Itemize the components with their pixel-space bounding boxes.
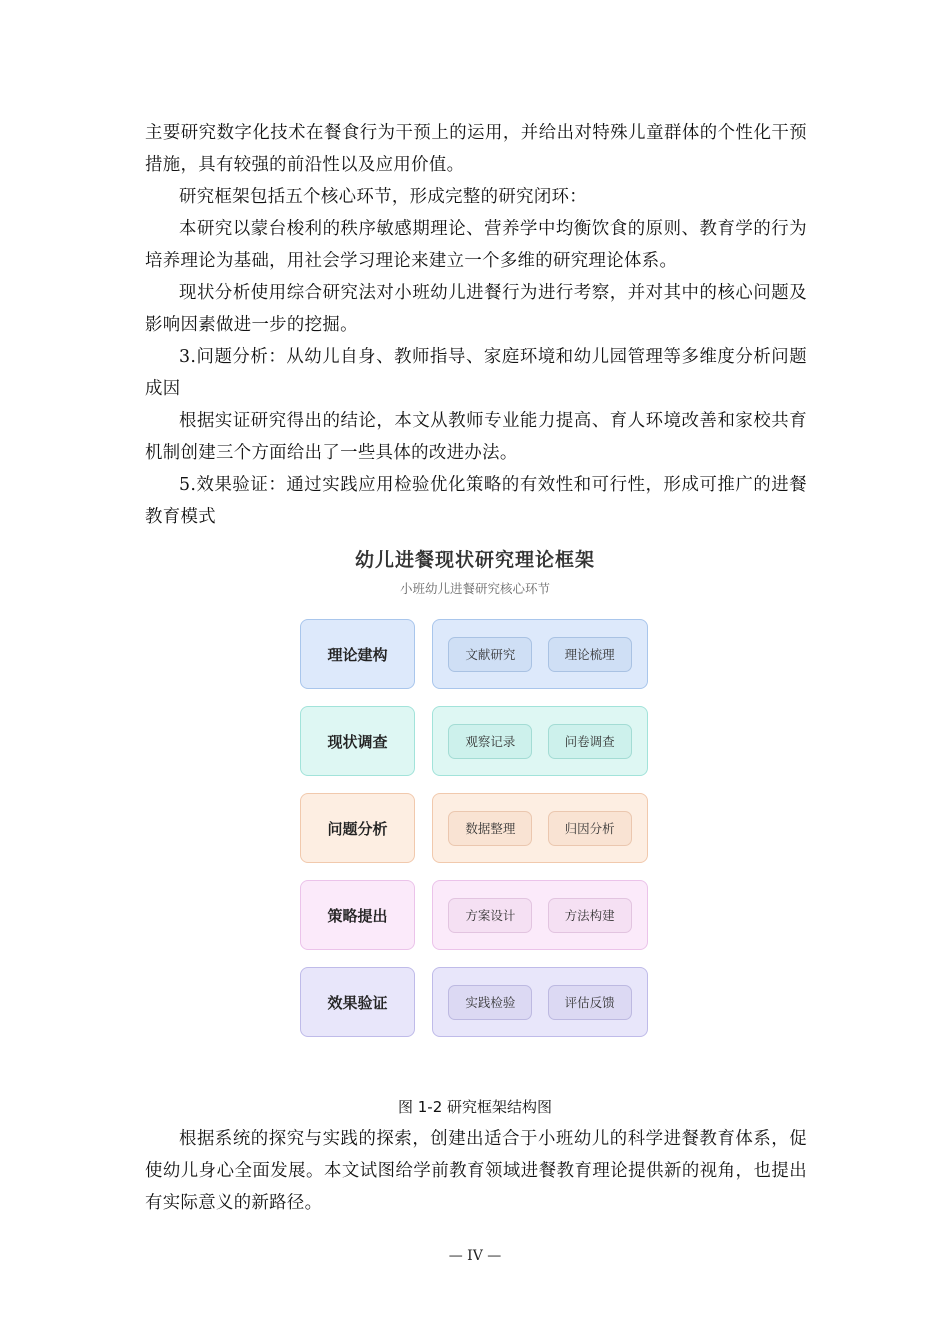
stage-items-box <box>432 967 648 1037</box>
stage-box: 现状调查 <box>300 706 415 776</box>
stage-box: 策略提出 <box>300 880 415 950</box>
item-chip: 评估反馈 <box>548 985 632 1020</box>
framework-row <box>300 793 650 863</box>
stage-box: 效果验证 <box>300 967 415 1037</box>
paragraph: 研究框架包括五个核心环节，形成完整的研究闭环： <box>179 187 588 207</box>
stage-box: 理论建构 <box>300 619 415 689</box>
item-chip: 问卷调查 <box>548 724 632 759</box>
paragraph: 3.问题分析：从幼儿自身、教师指导、家庭环境和幼儿园管理等多维度分析问题成因 <box>145 347 807 399</box>
item-chip: 数据整理 <box>448 811 532 846</box>
body-text-top <box>145 117 807 533</box>
figure-subtitle: 小班幼儿进餐研究核心环节 <box>399 581 550 596</box>
item-chip: 观察记录 <box>448 724 532 759</box>
body-text-bottom <box>145 1123 807 1219</box>
stage-items-box <box>432 619 648 689</box>
stage-items-box <box>432 880 648 950</box>
page-number: — IV — <box>448 1248 502 1264</box>
item-chip: 实践检验 <box>448 985 532 1020</box>
item-chip: 方案设计 <box>448 898 532 933</box>
framework-figure <box>300 544 650 1054</box>
stage-items-box <box>432 706 648 776</box>
item-chip: 归因分析 <box>548 811 632 846</box>
stage-items-box <box>432 793 648 863</box>
item-chip: 文献研究 <box>448 637 532 672</box>
framework-row <box>300 619 650 689</box>
paragraph: 根据实证研究得出的结论，本文从教师专业能力提高、育人环境改善和家校共育机制创建三个方面给出了一些具体的改进办法。 <box>145 411 807 463</box>
paragraph: 根据系统的探究与实践的探索，创建出适合于小班幼儿的科学进餐教育体系，促使幼儿身心全面发展。本文试图给学前教育领域进餐教育理论提供新的视角，也提出有实际意义的新路径。 <box>145 1129 807 1213</box>
framework-row <box>300 967 650 1037</box>
paragraph: 本研究以蒙台梭利的秩序敏感期理论、营养学中均衡饮食的原则、教育学的行为培养理论为基础，用社会学习理论来建立一个多维的研究理论体系。 <box>145 219 807 271</box>
paragraph: 现状分析使用综合研究法对小班幼儿进餐行为进行考察，并对其中的核心问题及影响因素做进一步的挖掘。 <box>145 283 807 335</box>
paragraph: 主要研究数字化技术在餐食行为干预上的运用，并给出对特殊儿童群体的个性化干预措施，具有较强的前沿性以及应用价值。 <box>145 123 807 175</box>
figure-caption: 图 1-2 研究框架结构图 <box>397 1098 553 1116</box>
item-chip: 理论梳理 <box>548 637 632 672</box>
framework-row <box>300 880 650 950</box>
stage-box: 问题分析 <box>300 793 415 863</box>
paragraph: 5.效果验证：通过实践应用检验优化策略的有效性和可行性，形成可推广的进餐教育模式 <box>145 475 807 527</box>
item-chip: 方法构建 <box>548 898 632 933</box>
figure-title: 幼儿进餐现状研究理论框架 <box>354 549 595 571</box>
framework-row <box>300 706 650 776</box>
